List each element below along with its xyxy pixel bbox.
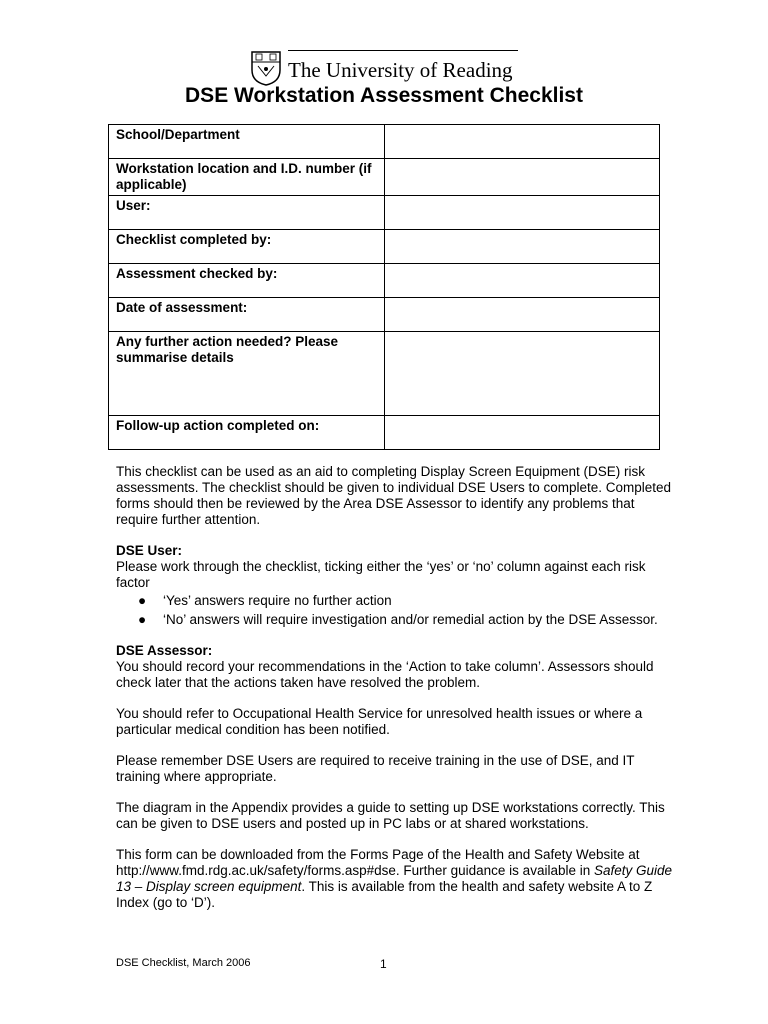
diagram-paragraph: The diagram in the Appendix provides a guide to setting up DSE workstations correctly. This can be given to DSE users and posted up in PC labs or at shared workstations. bbox=[116, 800, 665, 831]
intro-paragraph: This checklist can be used as an aid to completing Display Screen Equipment (DSE) risk assessments. The checklist should be given to individual DSE Users to complete. Completed forms should then be reviewed by the Area DSE Assessor to identify any problems that require further attention. bbox=[116, 464, 672, 527]
assessment-info-table bbox=[108, 124, 660, 450]
health-paragraph: You should refer to Occupational Health Service for unresolved health issues or where a particular medical condition has been notified. bbox=[116, 706, 643, 737]
workstation-location-field[interactable] bbox=[385, 159, 660, 196]
dse-assessor-text: You should record your recommendations in the ‘Action to take column’. Assessors should check later that the actions taken have resolved the problem. bbox=[116, 659, 654, 690]
list-item: ● ‘No’ answers will require investigation and/or remedial action by the DSE Assessor. bbox=[138, 612, 658, 627]
date-of-assessment-field[interactable] bbox=[385, 298, 660, 332]
training-paragraph: Please remember DSE Users are required to receive training in the use of DSE, and IT training where appropriate. bbox=[116, 753, 635, 784]
list-item: ● ‘Yes’ answers require no further action bbox=[138, 593, 392, 608]
row-label: User: bbox=[109, 196, 385, 230]
instructions-body bbox=[116, 464, 676, 926]
user-field[interactable] bbox=[385, 196, 660, 230]
forms-paragraph: This form can be downloaded from the Forms Page of the Health and Safety Website at http://www.fmd.rdg.ac.uk/safety/forms.asp#dse. Further guidance is available in Safety Guide 13 – Display screen equipment. This is available from the health and safety website A to Z Index (go to ‘D’). bbox=[116, 847, 673, 910]
table-row bbox=[109, 264, 660, 298]
table-row bbox=[109, 196, 660, 230]
bullet-icon: ● bbox=[138, 593, 147, 608]
row-label: Assessment checked by: bbox=[109, 264, 385, 298]
further-action-field[interactable] bbox=[385, 332, 660, 416]
table-row bbox=[109, 298, 660, 332]
safety-guide-reference: Safety Guide 13 – Display screen equipment bbox=[116, 863, 673, 894]
university-name: The University of Reading bbox=[288, 58, 513, 82]
dse-assessor-heading: DSE Assessor: bbox=[116, 643, 213, 658]
bullet-icon: ● bbox=[138, 612, 147, 627]
university-crest-icon bbox=[250, 50, 282, 86]
row-label: School/Department bbox=[109, 125, 385, 159]
row-label: Workstation location and I.D. number (if applicable) bbox=[109, 159, 385, 196]
school-department-field[interactable] bbox=[385, 125, 660, 159]
table-row bbox=[109, 230, 660, 264]
table-row bbox=[109, 159, 660, 196]
page-title: DSE Workstation Assessment Checklist bbox=[185, 84, 583, 107]
dse-user-text: Please work through the checklist, ticking either the ‘yes’ or ‘no’ column against each risk factor bbox=[116, 559, 646, 590]
row-label: Follow-up action completed on: bbox=[109, 416, 385, 450]
dse-user-bullets bbox=[116, 593, 676, 628]
row-label: Date of assessment: bbox=[109, 298, 385, 332]
logo-rule bbox=[288, 50, 518, 51]
row-label: Any further action needed? Please summarise details bbox=[109, 332, 385, 416]
table-row bbox=[109, 332, 660, 416]
table-row bbox=[109, 125, 660, 159]
footer-left: DSE Checklist, March 2006 bbox=[116, 957, 251, 969]
table-row bbox=[109, 416, 660, 450]
checklist-completed-by-field[interactable] bbox=[385, 230, 660, 264]
row-label: Checklist completed by: bbox=[109, 230, 385, 264]
assessment-checked-by-field[interactable] bbox=[385, 264, 660, 298]
follow-up-completed-field[interactable] bbox=[385, 416, 660, 450]
page-number: 1 bbox=[380, 957, 387, 971]
dse-user-heading: DSE User: bbox=[116, 543, 183, 558]
